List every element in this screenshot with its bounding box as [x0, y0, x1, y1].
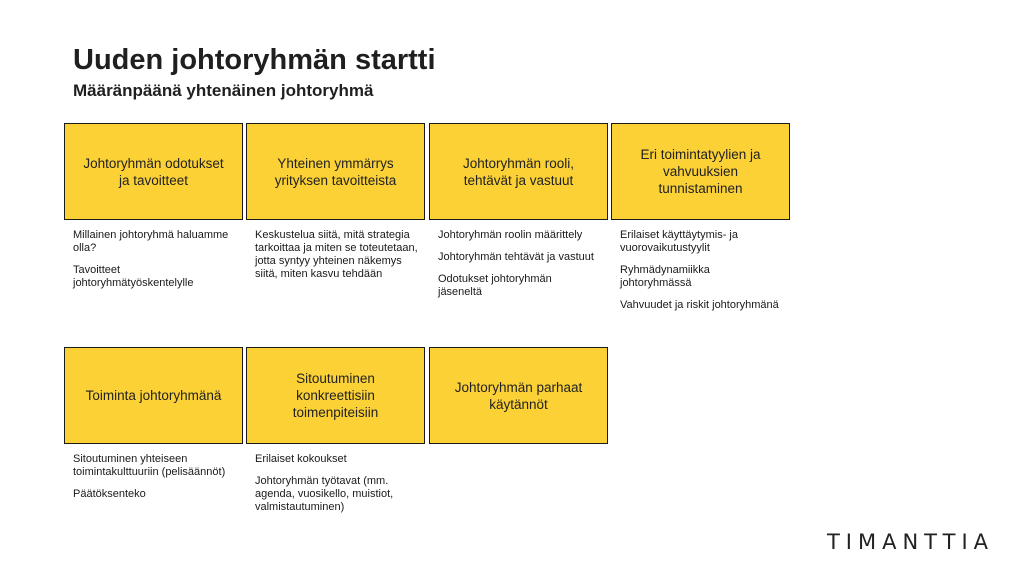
card-label: Toiminta johtoryhmänä [85, 388, 222, 403]
card-details-odotukset [73, 229, 238, 299]
page-subtitle: Määränpäänä yhtenäinen johtoryhmä [73, 81, 374, 100]
card-label: Johtoryhmän rooli, tehtävät ja vastuut [462, 155, 575, 188]
card-details-sitoutuminen [255, 453, 420, 523]
list-item: Johtoryhmän roolin määrittely [438, 229, 583, 241]
list-item: Erilaiset kokoukset [255, 453, 347, 465]
card-parhaat-kaytannot [429, 347, 608, 444]
card-details-toiminta [73, 453, 233, 510]
list-item: Millainen johtoryhmä haluamme olla? [73, 229, 229, 254]
list-item: Odotukset johtoryhmän jäseneltä [438, 273, 552, 298]
list-item: Ryhmädynamiikka johtoryhmässä [620, 264, 710, 289]
card-details-toimintatyylit [620, 229, 780, 321]
list-item: Johtoryhmän työtavat (mm. agenda, vuosikello, muistiot, valmistautuminen) [255, 475, 394, 513]
card-rooli [429, 123, 608, 220]
list-item: Vahvuudet ja riskit johtoryhmänä [620, 299, 779, 311]
card-sitoutuminen [246, 347, 425, 444]
list-item: Päätöksenteko [73, 488, 146, 500]
card-details-ymmarrys [255, 229, 420, 290]
card-ymmarrys [246, 123, 425, 220]
timanttia-logo: TIMANTTIA [826, 530, 994, 554]
card-label: Johtoryhmän parhaat käytännöt [454, 379, 583, 412]
card-odotukset [64, 123, 243, 220]
list-item: Keskustelua siitä, mitä strategia tarkoittaa ja miten se toteutetaan, jotta syntyy yhteinen näkemys siitä, miten kasvu tehdään [255, 229, 418, 280]
card-label: Sitoutuminen konkreettisiin toimenpiteisiin [292, 371, 379, 420]
card-label: Eri toimintatyylien ja vahvuuksien tunnistaminen [640, 147, 761, 196]
card-toiminta [64, 347, 243, 444]
card-details-rooli [438, 229, 598, 308]
card-label: Yhteinen ymmärrys yrityksen tavoitteista [274, 155, 397, 188]
page-title: Uuden johtoryhmän startti [73, 44, 436, 76]
card-toimintatyylit [611, 123, 790, 220]
list-item: Johtoryhmän tehtävät ja vastuut [438, 251, 594, 263]
list-item: Sitoutuminen yhteiseen toimintakulttuuriin (pelisäännöt) [73, 453, 226, 478]
list-item: Tavoitteet johtoryhmätyöskentelylle [73, 264, 194, 289]
card-label: Johtoryhmän odotukset ja tavoitteet [83, 155, 224, 188]
list-item: Erilaiset käyttäytymis- ja vuorovaikutustyylit [620, 229, 738, 254]
